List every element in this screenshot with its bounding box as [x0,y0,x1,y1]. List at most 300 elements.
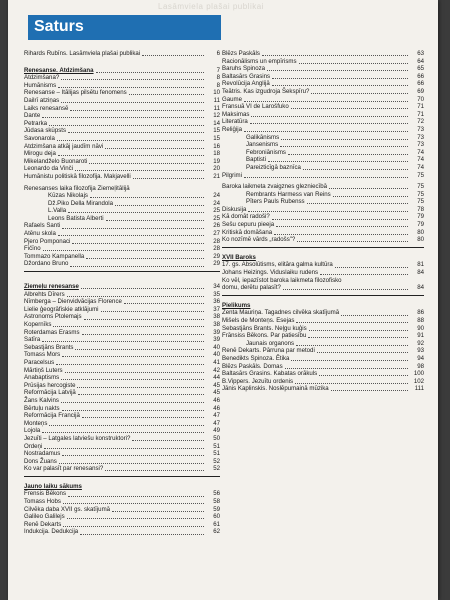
toc-entry-title: Fičīno [24,245,41,253]
toc-page-number: 73 [417,141,424,149]
toc-page-number: 39 [213,336,220,344]
toc-page-number: 91 [417,332,424,340]
toc-section-heading[interactable] [24,67,220,75]
dot-leader [80,534,204,535]
toc-entry[interactable] [222,141,424,149]
toc-entry[interactable] [222,50,424,58]
toc-entry-title: Mišels de Monteņs. Esejas [222,317,295,324]
toc-page-number: 63 [417,50,424,57]
toc-page-number: 24 [213,192,220,200]
dot-leader [68,212,204,213]
dot-leader [90,197,204,198]
dot-leader [244,131,408,132]
toc-entry-title: Johans Heizings. Viduslaiku rudens [222,269,319,277]
toc-entry-title: Laiks renesansē [24,104,69,112]
toc-page-number: 66 [417,72,424,80]
dot-leader [75,349,204,350]
toc-entry[interactable] [24,82,220,90]
toc-page-number: 10 [213,89,220,97]
toc-entry-title: Albrehts Dīrers [24,290,65,298]
toc-entry[interactable] [24,405,220,413]
toc-entry[interactable] [24,513,220,521]
toc-entry-title: Blēzs Paskāls [222,50,260,57]
toc-entry[interactable] [24,374,220,382]
toc-entry-title: Dž.Piko Della Mirandola [48,199,114,207]
toc-entry[interactable] [24,450,220,458]
toc-entry[interactable] [24,238,220,246]
toc-page-number: 74 [417,163,424,171]
toc-left-column [24,50,220,536]
toc-entry[interactable] [222,206,424,214]
toc-entry-title: Bērtuļu nakts [24,404,60,412]
dot-leader [82,334,204,335]
toc-entry[interactable] [222,88,424,96]
toc-entry[interactable] [24,420,220,428]
toc-entry[interactable] [24,127,220,135]
toc-entry-title: Pilgrimi [222,171,242,179]
toc-entry[interactable] [24,192,220,200]
dot-leader [58,87,204,88]
toc-entry-title: Kā domāt radoši? [222,213,270,221]
toc-page-number: 60 [213,513,220,521]
toc-entry[interactable] [24,313,220,321]
toc-section-heading[interactable] [222,302,424,310]
toc-entry[interactable] [222,111,424,119]
dot-leader [296,345,408,346]
toc-entry[interactable] [222,134,424,142]
toc-entry[interactable] [222,340,424,348]
dot-leader [262,55,408,56]
toc-entry[interactable] [24,120,220,128]
toc-entry[interactable] [24,397,220,405]
toc-page-number: 65 [417,65,424,73]
toc-page-number: 15 [213,134,220,142]
dot-leader [42,117,204,118]
toc-entry[interactable] [24,260,220,268]
dot-leader [42,432,204,433]
toc-entry[interactable] [222,149,424,157]
toc-entry-title: Literatūra [222,118,248,126]
toc-entry[interactable] [222,385,424,393]
toc-page-number: 80 [417,236,424,244]
toc-entry[interactable] [222,103,424,111]
toc-entry-title: Atdzimšana? [24,74,60,82]
toc-section-heading[interactable] [24,483,220,491]
toc-page-number: 111 [414,385,424,393]
toc-entry[interactable] [24,458,220,466]
dot-leader [248,211,408,212]
ghost-bleed-text: Lasāmviela plašai publikai [158,2,264,11]
toc-entry[interactable] [24,306,220,314]
toc-entry[interactable] [222,284,424,292]
toc-entry-title: Mārtiņš Luters [24,366,63,374]
toc-page-number: 28 [213,245,220,253]
toc-entry[interactable] [24,165,220,173]
toc-entry[interactable] [24,498,220,506]
dot-leader [49,425,204,426]
toc-entry[interactable] [222,317,424,325]
toc-entry-title: 17. gs. Absolūtisms, elitāra galma kultūra [222,261,333,269]
toc-entry-title: Humānistu politiskā filozofija. Makjavelli [24,172,131,180]
toc-entry-title: Gaume [222,95,242,103]
toc-page-number: 52 [213,457,220,465]
toc-entry[interactable] [222,261,424,269]
dot-leader [43,250,204,251]
toc-entry-title: Nīmberga – Dienvidvācijas Florence [24,298,122,306]
toc-entry-title: Frensis Bēkons [24,490,66,498]
page-title: Saturs [28,15,221,40]
toc-entry-title: Maksimas [222,110,250,118]
toc-entry[interactable] [24,158,220,166]
dot-leader [89,163,204,164]
toc-entry-title: Reliģija [222,125,242,133]
toc-entry[interactable] [24,150,220,158]
toc-entry-title: L.Valla [48,207,67,215]
toc-page-number: 69 [417,87,424,95]
dot-leader [309,330,408,331]
toc-page-number: 73 [417,125,424,133]
toc-entry-title: Džordano Bruno [24,260,69,268]
toc-entry[interactable] [24,412,220,420]
toc-page-number: 58 [213,498,220,506]
toc-entry[interactable] [24,200,220,208]
toc-entry[interactable] [24,490,220,498]
toc-page-number: 8 [216,74,220,82]
toc-page-number: 25 [213,214,220,222]
dot-leader [62,410,204,411]
toc-entry[interactable] [24,382,220,390]
dot-leader [244,177,408,178]
toc-entry[interactable] [222,221,424,229]
toc-entry[interactable] [222,277,424,285]
toc-page-number: 51 [213,450,220,458]
toc-entry[interactable] [24,74,220,82]
dot-leader [281,139,408,140]
toc-entry[interactable] [24,207,220,215]
toc-page-number: 74 [417,156,424,164]
toc-entry[interactable] [222,269,424,277]
toc-page-number: 46 [213,396,220,404]
dot-leader [291,108,408,109]
toc-entry-title: Ordeņi [24,442,43,450]
toc-entry[interactable] [24,298,220,306]
toc-page-number: 90 [417,324,424,332]
toc-entry[interactable] [24,528,220,536]
dot-leader [244,101,408,102]
toc-entry-title: Kopernīks [24,321,52,328]
dot-leader [308,337,408,338]
dot-leader [81,288,204,289]
toc-entry-title: Savonarola [24,134,55,142]
toc-page-number: 75 [417,183,424,191]
dot-leader [65,372,204,373]
toc-entry-title: Ko var palasīt par renesansi? [24,465,104,473]
toc-entry[interactable] [24,336,220,344]
dot-leader [62,228,204,229]
toc-entry[interactable] [24,291,220,299]
dot-leader [82,417,204,418]
toc-entry-title: Žans Kalvins [24,396,59,404]
section-divider [222,247,424,248]
toc-section-heading[interactable] [24,283,220,291]
dot-leader [296,322,408,323]
toc-entry-title: Dons Žuans [24,457,57,465]
toc-entry[interactable] [222,156,424,164]
toc-page-number: 75 [417,198,424,206]
toc-entry-title: Rembrants Harmess van Reins [246,190,331,198]
toc-entry-title: Humānisms [24,81,57,89]
toc-entry[interactable] [222,378,424,386]
toc-page-number: 11 [213,96,220,104]
toc-page-number: 41 [213,358,220,366]
toc-entry-title: Jaunais organons [246,339,295,347]
toc-entry[interactable] [222,164,424,172]
dot-leader [61,102,204,103]
toc-entry[interactable] [222,118,424,126]
toc-entry[interactable] [222,370,424,378]
toc-page-number: 27 [213,230,220,238]
toc-entry[interactable] [24,367,220,375]
dot-leader [132,440,204,441]
toc-entry-title: Dailrī atziņas [24,96,60,104]
toc-page-number: 19 [213,157,220,165]
toc-page-number: 37 [213,305,220,313]
toc-entry-title: Fransuā VI de Larošfuko [222,103,289,111]
dot-leader [61,402,204,403]
toc-page-number: 86 [417,309,424,317]
dot-leader [280,146,408,147]
toc-entry-title: Zenta Mauriņa. Tagadnes cilvēka skatījumā [222,309,340,317]
dot-leader [297,241,408,242]
dot-leader [115,205,204,206]
dot-leader [105,470,204,471]
toc-entry-title: Reformācija Latvijā [24,389,76,397]
dot-leader [57,140,204,141]
toc-entry[interactable] [222,309,424,317]
toc-entry-title: Benedikts Spinoza. Ētika [222,354,290,362]
toc-page-number: 75 [417,171,424,179]
dot-leader [67,518,204,519]
toc-entry-title: Galikānisms [246,133,280,141]
dot-leader [288,154,408,155]
toc-page-number: 71 [417,103,424,111]
toc-entry[interactable] [222,80,424,88]
toc-page-number: 74 [417,148,424,156]
toc-entry[interactable] [24,506,220,514]
toc-page-number: 71 [417,110,424,118]
toc-page-number: 44 [213,374,220,382]
toc-entry[interactable] [222,198,424,206]
toc-page-number: 15 [213,127,220,135]
toc-page-number: 14 [213,119,220,127]
dot-leader [70,110,204,111]
dot-leader [61,79,204,80]
dot-leader [96,72,204,73]
dot-leader [77,387,204,388]
toc-entry[interactable] [24,443,220,451]
toc-entry-title: Sešu cepuru pieeja [222,221,275,229]
toc-entry-title: Satīra [24,336,41,344]
toc-page-number: 78 [417,205,424,213]
toc-page-number: 93 [417,347,424,355]
toc-entry-title: Pjero Pomponaci [24,237,71,245]
toc-entry-title: Baltasārs Grasins [222,72,271,80]
toc-entry-title: Blēzs Paskāls. Domas [222,362,283,370]
toc-page-number: 24 [213,199,220,207]
toc-entry[interactable] [222,213,424,221]
toc-page-number: 62 [213,528,220,536]
dot-leader [291,360,408,361]
toc-entry[interactable] [24,105,220,113]
toc-entry[interactable] [24,344,220,352]
toc-entry-title: Jānis Kaplinskis. Noslēpumainā mūzika [222,385,329,393]
toc-entry[interactable] [222,65,424,73]
toc-page-number: 25 [213,207,220,215]
toc-entry[interactable] [222,325,424,333]
toc-entry-title: domu, derētu palasīt? [222,284,281,292]
toc-page-number: 38 [213,321,220,328]
toc-entry[interactable] [222,96,424,104]
toc-entry-title: Renē Dekarts. Pārruna par metodi [222,347,315,355]
dot-leader [319,375,408,376]
toc-entry-title: Astronoms Ptolemajs [24,313,82,321]
dot-leader [341,315,408,316]
dot-leader [295,383,408,384]
toc-entry[interactable] [222,355,424,363]
dot-leader [335,267,408,268]
toc-entry[interactable] [24,435,220,443]
toc-entry[interactable] [24,245,220,253]
toc-entry[interactable] [24,230,220,238]
toc-entry[interactable] [222,73,424,81]
toc-entry-title: Pareizticīgā baznīca [246,163,301,171]
toc-entry-title: Revolūcija Anglijā [222,80,270,88]
toc-entry-title: Renesanses laika filozofija Ziemeļitālijā [24,184,130,192]
toc-entry[interactable] [222,236,424,244]
toc-spacer [24,58,220,67]
dot-leader [58,155,204,156]
toc-entry[interactable] [24,359,220,367]
toc-page-number: 29 [213,260,220,268]
toc-section-heading[interactable] [222,254,424,262]
toc-page-number: 47 [213,419,220,427]
toc-entry[interactable] [24,135,220,143]
toc-entry-title: Jezuīti – Latgales latviešu konstruktori? [24,434,131,442]
dot-leader [329,188,408,189]
dot-leader [53,326,204,327]
dot-leader [311,93,408,94]
toc-entry[interactable] [24,351,220,359]
dot-leader [276,226,408,227]
toc-page-number: 92 [417,339,424,347]
section-divider [24,476,220,477]
dot-leader [106,220,204,221]
dot-leader [72,243,204,244]
toc-entry[interactable] [222,191,424,199]
toc-entry[interactable] [24,427,220,435]
toc-entry-title: Lielie ģeogrāfiskie atklājumi [24,305,99,313]
toc-entry[interactable] [24,222,220,230]
toc-page-number: 40 [213,351,220,359]
toc-entry-title: Diskusija [222,205,247,213]
toc-page-number: 20 [213,165,220,173]
toc-entry[interactable] [222,332,424,340]
toc-entry[interactable] [222,58,424,66]
toc-entry[interactable] [24,97,220,105]
toc-entry-title: Febroniānisms [246,148,286,156]
toc-page-number: 84 [417,269,424,277]
toc-entry[interactable] [24,329,220,337]
toc-page-number: 26 [213,222,220,230]
toc-entry[interactable] [222,183,424,191]
toc-entry-title: Baruhs Spinoza [222,65,266,73]
toc-entry-title: Baptisti [246,156,266,164]
toc-entry[interactable] [222,126,424,134]
dot-leader [67,296,204,297]
dot-leader [42,341,204,342]
dot-leader [124,303,204,304]
toc-entry-title: Monteņs [24,419,48,427]
toc-entry[interactable] [24,112,220,120]
dot-leader [267,70,408,71]
dot-leader [303,169,408,170]
toc-entry[interactable] [222,229,424,237]
dot-leader [133,178,204,179]
toc-entry[interactable] [222,347,424,355]
dot-leader [272,78,408,79]
toc-entry[interactable] [24,389,220,397]
toc-page-number: 59 [213,505,220,513]
toc-entry-title: Sebastjāns Brants [24,343,74,351]
toc-entry-title: XVII Baroks [222,253,256,261]
toc-page-number: 28 [213,237,220,245]
toc-page-number: 52 [213,465,220,473]
toc-page-number: 94 [417,354,424,362]
toc-entry-title: B.Vippers. Jezuītu ordenis [222,377,294,385]
dot-leader [251,116,408,117]
toc-entry[interactable] [24,173,220,181]
toc-entry[interactable] [24,215,220,223]
toc-page-number: 12 [213,112,220,120]
toc-entry[interactable] [24,185,220,193]
dot-leader [129,94,204,95]
toc-entry[interactable] [24,89,220,97]
toc-entry-title: Jansenisms [246,141,279,149]
toc-entry-title: Renē Dekarts [24,520,62,528]
dot-leader [63,526,204,527]
toc-entry-title: Reformācija Francijā [24,412,80,420]
toc-entry[interactable] [24,253,220,261]
toc-entry[interactable] [222,363,424,371]
dot-leader [333,196,408,197]
toc-entry[interactable] [24,143,220,151]
dot-leader [62,356,204,357]
toc-entry-title: Kūzas Nikolajs [48,192,88,200]
book-page [8,0,438,600]
toc-right-column [222,50,424,393]
toc-entry-title: Rafaels Santi [24,222,61,230]
toc-entry[interactable] [24,465,220,473]
dot-leader [285,368,408,369]
toc-page-number: 8 [216,81,220,89]
toc-entry-title: Sebastjāns Brants. Neļgu kuģis [222,324,307,332]
toc-page-number: 18 [213,150,220,158]
toc-entry[interactable] [24,321,220,329]
toc-entry-title: Kritiskā domāšana [222,228,273,236]
toc-entry[interactable] [24,50,220,58]
toc-entry[interactable] [24,521,220,529]
toc-entry[interactable] [222,172,424,180]
